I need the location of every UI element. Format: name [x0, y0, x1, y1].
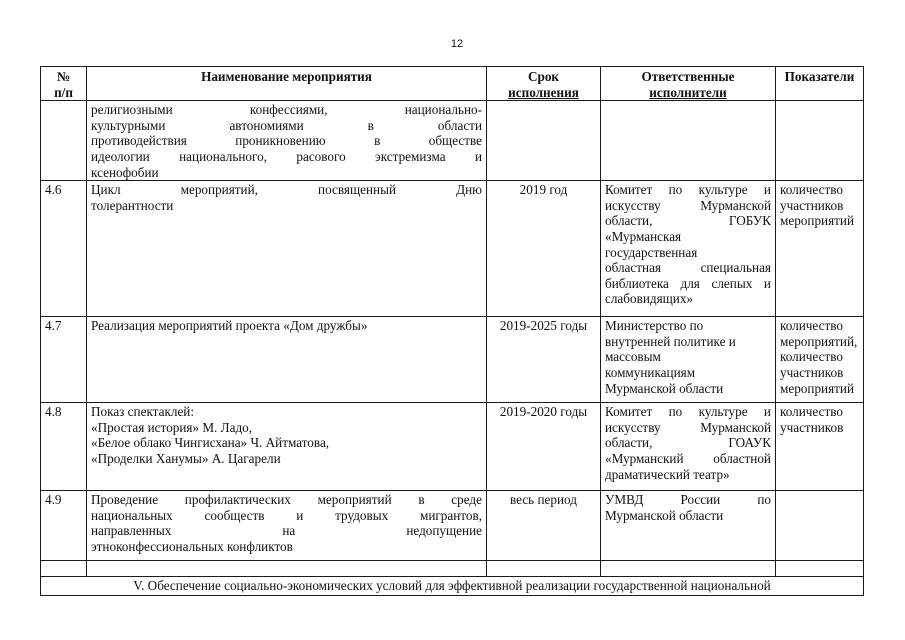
- table-row-empty: [41, 561, 864, 577]
- cell-name: Показ спектаклей: «Простая история» М. Ладо, «Белое облако Чингисхана» Ч. Айтматова, «Проделки Ханумы» А. Цагарели: [87, 403, 487, 491]
- cell-number: 4.8: [41, 403, 87, 491]
- table-row: [41, 491, 864, 561]
- cell-date: весь период: [487, 491, 601, 561]
- header-name: Наименование мероприятия: [87, 67, 487, 101]
- header-responsible: Ответственные исполнители: [601, 67, 776, 101]
- table-row: [41, 317, 864, 403]
- cell-responsible: Министерство по внутренней политике и массовым коммуникациям Мурманской области: [601, 317, 776, 403]
- cell-responsible: Комитет по культуре и искусству Мурманской области, ГОАУК «Мурманский областной драматический театр»: [601, 403, 776, 491]
- cell-date: [487, 561, 601, 577]
- table-header-row: [41, 67, 864, 101]
- cell-indicators: [776, 101, 864, 181]
- cell-indicators: количество участников мероприятий: [776, 181, 864, 317]
- header-number: № п/п: [41, 67, 87, 101]
- cell-responsible: [601, 561, 776, 577]
- cell-number: [41, 101, 87, 181]
- header-date: Срок исполнения: [487, 67, 601, 101]
- cell-responsible: УМВД России по Мурманской области: [601, 491, 776, 561]
- cell-responsible: [601, 101, 776, 181]
- cell-number: 4.7: [41, 317, 87, 403]
- section-heading-row: [41, 577, 864, 596]
- table-row: [41, 403, 864, 491]
- cell-number: [41, 561, 87, 577]
- cell-indicators: [776, 491, 864, 561]
- cell-name: религиозными конфессиями, национально- культурными автономиями в области противодействия проникновению в обществе идеологии национального, расового экстремизма и ксенофобии: [87, 101, 487, 181]
- header-indicators: Показатели: [776, 67, 864, 101]
- section-title: V. Обеспечение социально-экономических условий для эффективной реализации государственной национальной: [41, 577, 864, 596]
- cell-number: 4.9: [41, 491, 87, 561]
- cell-name: Проведение профилактических мероприятий в среде национальных сообществ и трудовых мигрантов, направленных на недопущение этноконфессиональных конфликтов: [87, 491, 487, 561]
- page-number: 12: [450, 38, 464, 50]
- events-table: [40, 66, 864, 596]
- cell-number: 4.6: [41, 181, 87, 317]
- cell-date: [487, 101, 601, 181]
- cell-responsible: Комитет по культуре и искусству Мурманской области, ГОБУК «Мурманская государственная областная специальная библиотека для слепых и слабовидящих»: [601, 181, 776, 317]
- table-row: [41, 181, 864, 317]
- table-row-continuation: [41, 101, 864, 181]
- cell-date: 2019-2025 годы: [487, 317, 601, 403]
- cell-name: [87, 561, 487, 577]
- cell-name: Цикл мероприятий, посвященный Дню толерантности: [87, 181, 487, 317]
- cell-date: 2019-2020 годы: [487, 403, 601, 491]
- cell-date: 2019 год: [487, 181, 601, 317]
- cell-indicators: количество участников: [776, 403, 864, 491]
- cell-indicators: [776, 561, 864, 577]
- cell-indicators: количество мероприятий, количество участников мероприятий: [776, 317, 864, 403]
- cell-name: Реализация мероприятий проекта «Дом дружбы»: [87, 317, 487, 403]
